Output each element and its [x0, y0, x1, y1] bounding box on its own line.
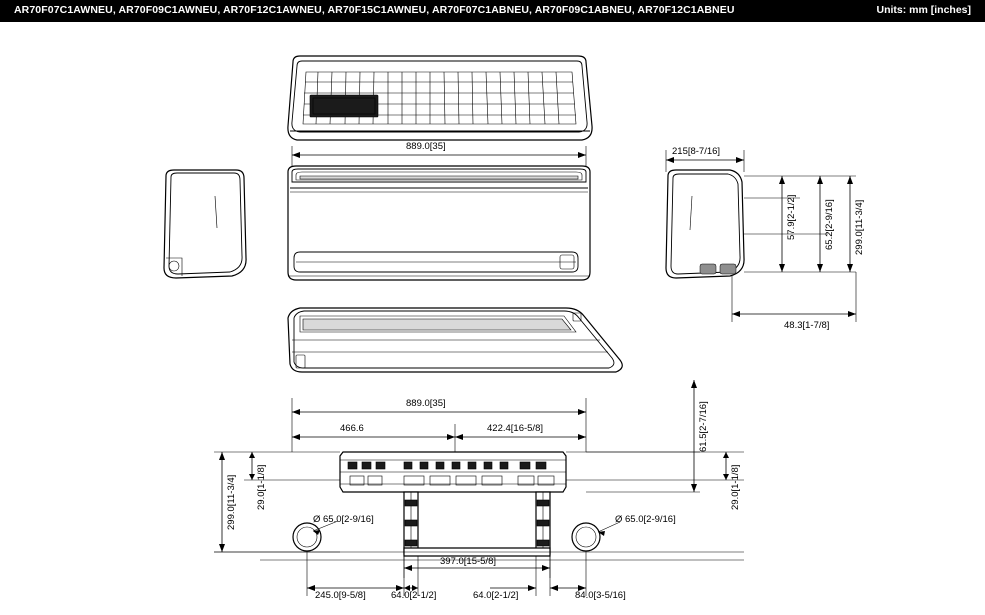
dimension-right-vertical	[586, 380, 700, 492]
dim-pipe-hole-right: Ø 65.0[2-9/16]	[615, 514, 676, 525]
dim-bottom-2: 64.0[2-1/2]	[391, 590, 437, 601]
units-label: Units: mm [inches]	[876, 4, 971, 16]
dim-plate-height-left: 299.0[11-3/4]	[226, 474, 237, 530]
dim-bolt-span: 397.0[15-5/8]	[440, 556, 496, 567]
dim-plate-width: 889.0[35]	[406, 398, 446, 409]
dim-side-h3: 299.0[11-3/4]	[854, 199, 865, 255]
installation-plate-view	[293, 452, 620, 556]
dim-bottom-1: 245.0[9-5/8]	[315, 590, 366, 601]
dim-side-h1: 57.9[2-1/2]	[786, 194, 797, 240]
indoor-unit-bottom-view	[288, 308, 622, 372]
dim-plate-right-span: 422.4[16-5/8]	[487, 423, 543, 434]
model-list: AR70F07C1AWNEU, AR70F09C1AWNEU, AR70F12C1AWNEU, AR70F15C1AWNEU, AR70F07C1ABNEU, AR70F09C1ABNEU, AR70F12C1ABNEU	[14, 4, 735, 16]
dim-right-vertical: 61.5[2-7/16]	[698, 401, 709, 452]
dimension-side-heights	[744, 176, 856, 272]
dim-front-width-top: 889.0[35]	[406, 141, 446, 152]
indoor-unit-right-side-view	[666, 170, 744, 278]
indoor-unit-front-view	[288, 166, 590, 280]
dim-plate-left-span: 466.6	[340, 423, 364, 434]
dim-bottom-3: 64.0[2-1/2]	[473, 590, 519, 601]
dim-bottom-4: 84.0[3-5/16]	[575, 590, 626, 601]
dim-pipe-hole-left: Ø 65.0[2-9/16]	[313, 514, 374, 525]
dimension-side-bottom	[732, 272, 856, 322]
dim-side-bottom: 48.3[1-7/8]	[784, 320, 830, 331]
indoor-unit-left-side-view	[164, 170, 246, 278]
dim-side-depth: 215[8-7/16]	[672, 146, 721, 157]
indoor-unit-perspective-view	[288, 56, 592, 140]
dim-side-h2: 65.2[2-9/16]	[824, 199, 835, 250]
dim-plate-inner-right: 29.0[1-1/8]	[730, 464, 741, 510]
dim-plate-inner-left: 29.0[1-1/8]	[256, 464, 267, 510]
dimension-plate-height-right	[566, 452, 744, 480]
